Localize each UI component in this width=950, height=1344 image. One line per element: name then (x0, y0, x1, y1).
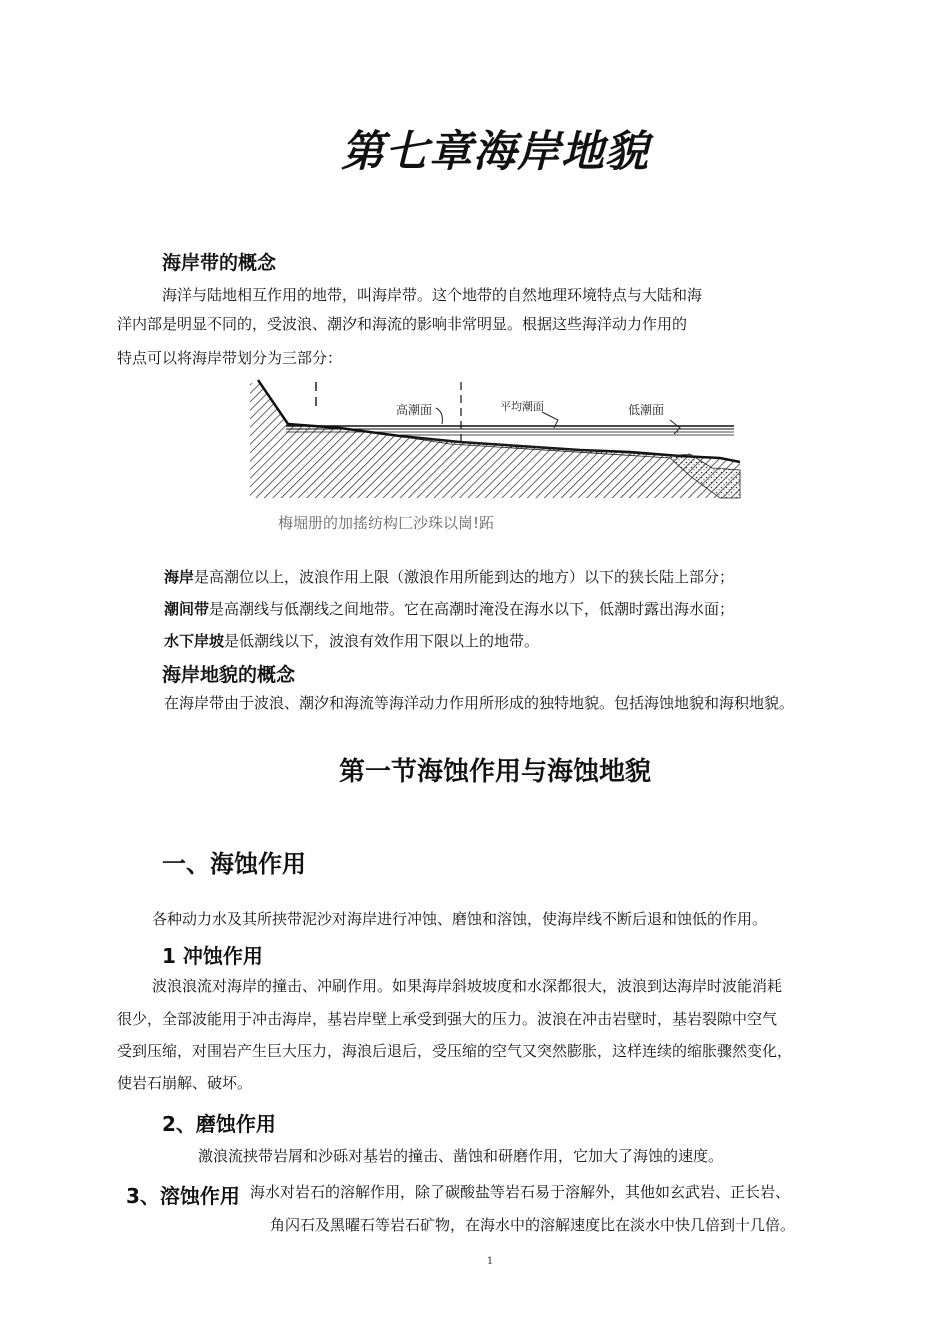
item-2-text: 激浪流挟带岩屑和沙砾对基岩的撞击、凿蚀和研磨作用，它加大了海蚀的速度。 (198, 1147, 724, 1165)
subsection-erosion-text: 各种动力水及其所挟带泥沙对海岸进行冲蚀、磨蚀和溶蚀，使海岸线不断后退和蚀低的作用。 (152, 910, 768, 928)
coastal-zone-line-1: 海洋与陆地相互作用的地带，叫海岸带。这个地带的自然地理环境特点与大陆和海 (162, 286, 703, 304)
label-low-tide: 低潮面 (628, 403, 665, 417)
bedrock-hatching (250, 380, 740, 498)
page-title: 第七章海岸地貌 (341, 127, 649, 177)
item-2-heading: 2、磨蚀作用 (162, 1112, 276, 1136)
definition-coast (164, 570, 734, 585)
coastal-zone-line-2: 洋内部是明显不同的，受波浪、潮汐和海流的影响非常明显。根据这些海洋动力作用的 (117, 315, 688, 333)
item-3-line-1: 海水对岩石的溶解作用，除了碳酸盐等岩石易于溶解外，其他如玄武岩、正长岩、 (250, 1183, 791, 1201)
item-1-line-4: 使岩石崩解、破坏。 (117, 1074, 253, 1092)
term-underwater-slope: 水下岸坡 (164, 632, 225, 650)
definition-underwater-slope (164, 634, 539, 649)
label-mean-tide: 平均潮面 (500, 400, 544, 413)
definition-intertidal (164, 602, 734, 617)
heading-coastal-zone: 海岸带的概念 (162, 252, 277, 274)
figure-caption: 梅堀册的加搖纺构匚沙珠以崗!跖 (278, 514, 495, 532)
item-1-line-1: 波浪浪流对海岸的撞击、冲刷作用。如果海岸斜坡坡度和水深都很大，波浪到达海岸时波能消耗 (152, 977, 783, 995)
term-coast: 海岸 (164, 568, 195, 586)
leader-high-tide (436, 408, 442, 424)
landform-paragraph: 在海岸带由于波浪、潮汐和海流等海洋动力作用所形成的独特地貌。包括海蚀地貌和海积地貌。 (164, 694, 795, 712)
heading-landform: 海岸地貌的概念 (162, 664, 296, 686)
item-3-line-2: 角闪石及黑曜石等岩石矿物，在海水中的溶解速度比在淡水中快几倍到十几倍。 (270, 1216, 796, 1234)
section-1-heading: 第一节海蚀作用与海蚀地貌 (338, 757, 651, 787)
coastal-zone-diagram (250, 376, 742, 506)
definition-underwater-slope-text: 是低潮线以下，波浪有效作用下限以上的地带。 (224, 632, 540, 650)
item-1-line-2: 很少，全部波能用于冲击海岸，基岩岸壁上承受到强大的压力。波浪在冲击岩壁时，基岩裂隙中空气 (117, 1010, 778, 1028)
subsection-erosion-heading: 一、海蚀作用 (162, 850, 306, 878)
coastal-zone-line-3: 特点可以将海岸带划分为三部分： (117, 349, 343, 367)
item-3-heading: 3、溶蚀作用 (126, 1184, 240, 1208)
label-high-tide: 高潮面 (396, 403, 433, 417)
page-number: 1 (486, 1256, 494, 1267)
item-1-line-3: 受到压缩，对围岩产生巨大压力，海浪后退后，受压缩的空气又突然膨胀，这样连续的缩胀骤然变化， (117, 1042, 793, 1060)
definition-coast-text: 是高潮位以上，波浪作用上限（激浪作用所能到达的地方）以下的狭长陆上部分； (194, 568, 735, 586)
item-1-heading: 1 冲蚀作用 (162, 944, 263, 968)
definition-intertidal-text: 是高潮线与低潮线之间地带。它在高潮时淹没在海水以下，低潮时露出海水面； (209, 600, 735, 618)
term-intertidal: 潮间带 (164, 600, 210, 618)
